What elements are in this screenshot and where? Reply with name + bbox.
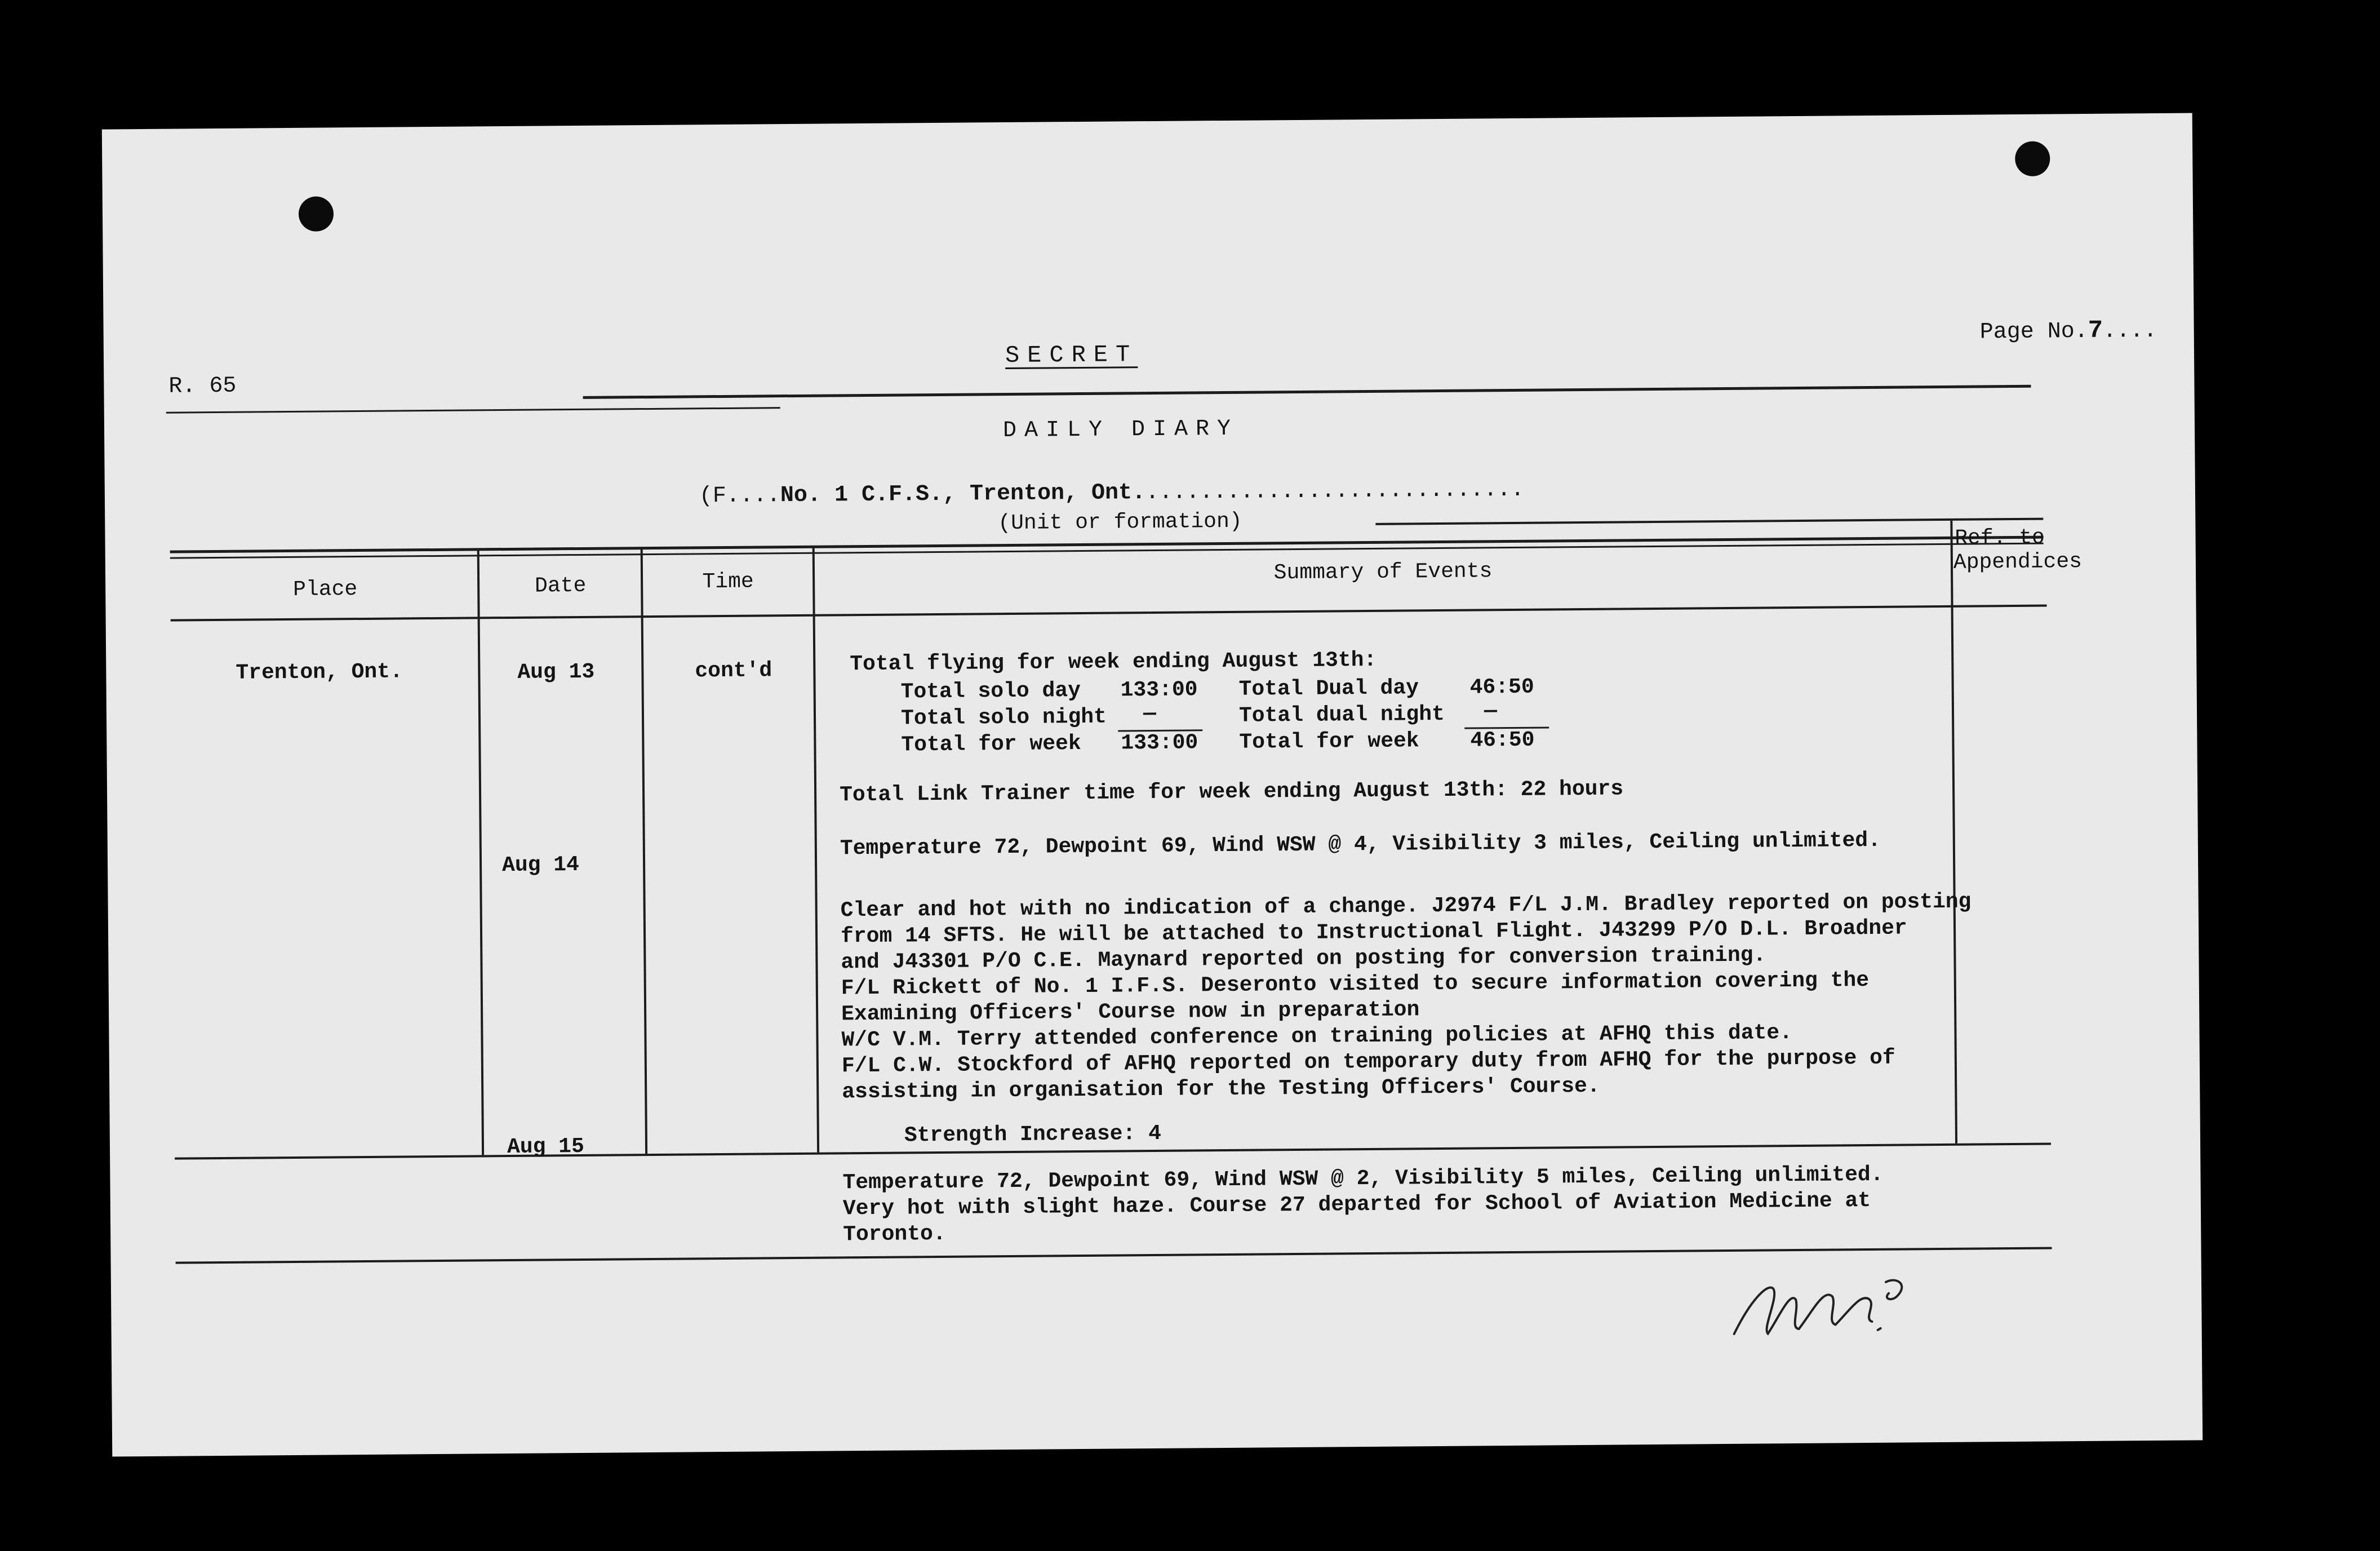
flying-value: 133:00 [1121, 730, 1198, 756]
punch-hole [299, 196, 334, 231]
column-divider [641, 549, 647, 1154]
flying-value: 46:50 [1469, 675, 1534, 700]
form-number: R. 65 [168, 373, 237, 400]
flying-heading: Total flying for week ending August 13th: [850, 648, 1377, 677]
document-title: DAILY DIARY [1002, 416, 1239, 444]
place-cell: Trenton, Ont. [236, 659, 403, 685]
date-cell: Aug 13 [517, 659, 595, 685]
strength-line: Strength Increase: 4 [904, 1121, 1162, 1148]
unit-caption: (Unit or formation) [998, 509, 1242, 536]
summary-line: Toronto. [843, 1221, 946, 1247]
column-divider [477, 550, 484, 1155]
summary-line: Examining Officers' Course now in preparation [841, 998, 1420, 1027]
column-header-place: Place [293, 577, 358, 602]
header-rule-left [166, 407, 780, 414]
column-header-summary: Summary of Events [1273, 559, 1493, 586]
column-divider [812, 548, 819, 1153]
date-cell: Aug 14 [501, 852, 580, 878]
weather-line: Temperature 72, Dewpoint 69, Wind WSW @ 4, Visibility 3 miles, Ceiling unlimited. [840, 828, 1881, 861]
punch-hole [2015, 141, 2050, 176]
flying-label: Total solo night [900, 704, 1107, 731]
summary-line: assisting in organisation for the Testing Officers' Course. [842, 1074, 1600, 1105]
column-divider [1950, 521, 1957, 1144]
summary-line: F/L Rickett of No. 1 I.F.S. Deseronto visited to secure information covering the [841, 968, 1870, 1001]
flying-value: 46:50 [1470, 728, 1535, 753]
summary-line: Clear and hot with no indication of a change. J2974 F/L J.M. Bradley reported on posting [840, 889, 1972, 923]
flying-value: — [1484, 699, 1497, 724]
header-bottom-rule [171, 605, 2047, 622]
link-trainer-line: Total Link Trainer time for week ending August 13th: 22 hours [839, 777, 1624, 808]
summary-line: and J43301 P/O C.E. Maynard reported on posting for conversion training. [841, 943, 1766, 975]
summary-line: W/C V.M. Terry attended conference on training policies at AFHQ this date. [841, 1021, 1793, 1053]
header-rule [583, 385, 2031, 399]
column-header-time: Time [702, 569, 754, 595]
flying-value: — [1143, 701, 1156, 726]
date-cell: Aug 15 [507, 1134, 585, 1160]
summary-line: F/L C.W. Stockford of AFHQ reported on temporary duty from AFHQ for the purpose of [841, 1045, 1895, 1079]
table-top-rule-short [1375, 518, 2043, 525]
flying-value: 133:00 [1120, 677, 1198, 703]
weather-line: Temperature 72, Dewpoint 69, Wind WSW @ 2, Visibility 5 miles, Ceiling unlimited. [842, 1162, 1884, 1195]
classification-heading: SECRET [1005, 341, 1138, 370]
flying-label: Total dual night [1238, 702, 1445, 728]
page-number-field: Page No.7.... [1979, 316, 2157, 345]
summary-line: Very hot with slight haze. Course 27 departed for School of Aviation Medicine at [842, 1189, 1871, 1221]
flying-label: Total solo day [900, 678, 1081, 704]
column-header-date: Date [534, 573, 587, 599]
flying-label: Total for week [1239, 729, 1419, 755]
flying-label: Total for week [901, 731, 1081, 757]
handwritten-initials [1728, 1265, 1931, 1345]
unit-field: (F....No. 1 C.F.S., Trenton, Ont............................. [699, 477, 1525, 509]
diary-page [102, 113, 2203, 1456]
flying-label: Total Dual day [1238, 676, 1419, 702]
page-bottom-rule [176, 1247, 2052, 1264]
summary-line: from 14 SFTS. He will be attached to Instructional Flight. J43299 P/O D.L. Broadner [840, 916, 1907, 949]
column-header-ref: Ref. to Appendices [1953, 525, 2082, 575]
time-cell: cont'd [695, 658, 772, 684]
